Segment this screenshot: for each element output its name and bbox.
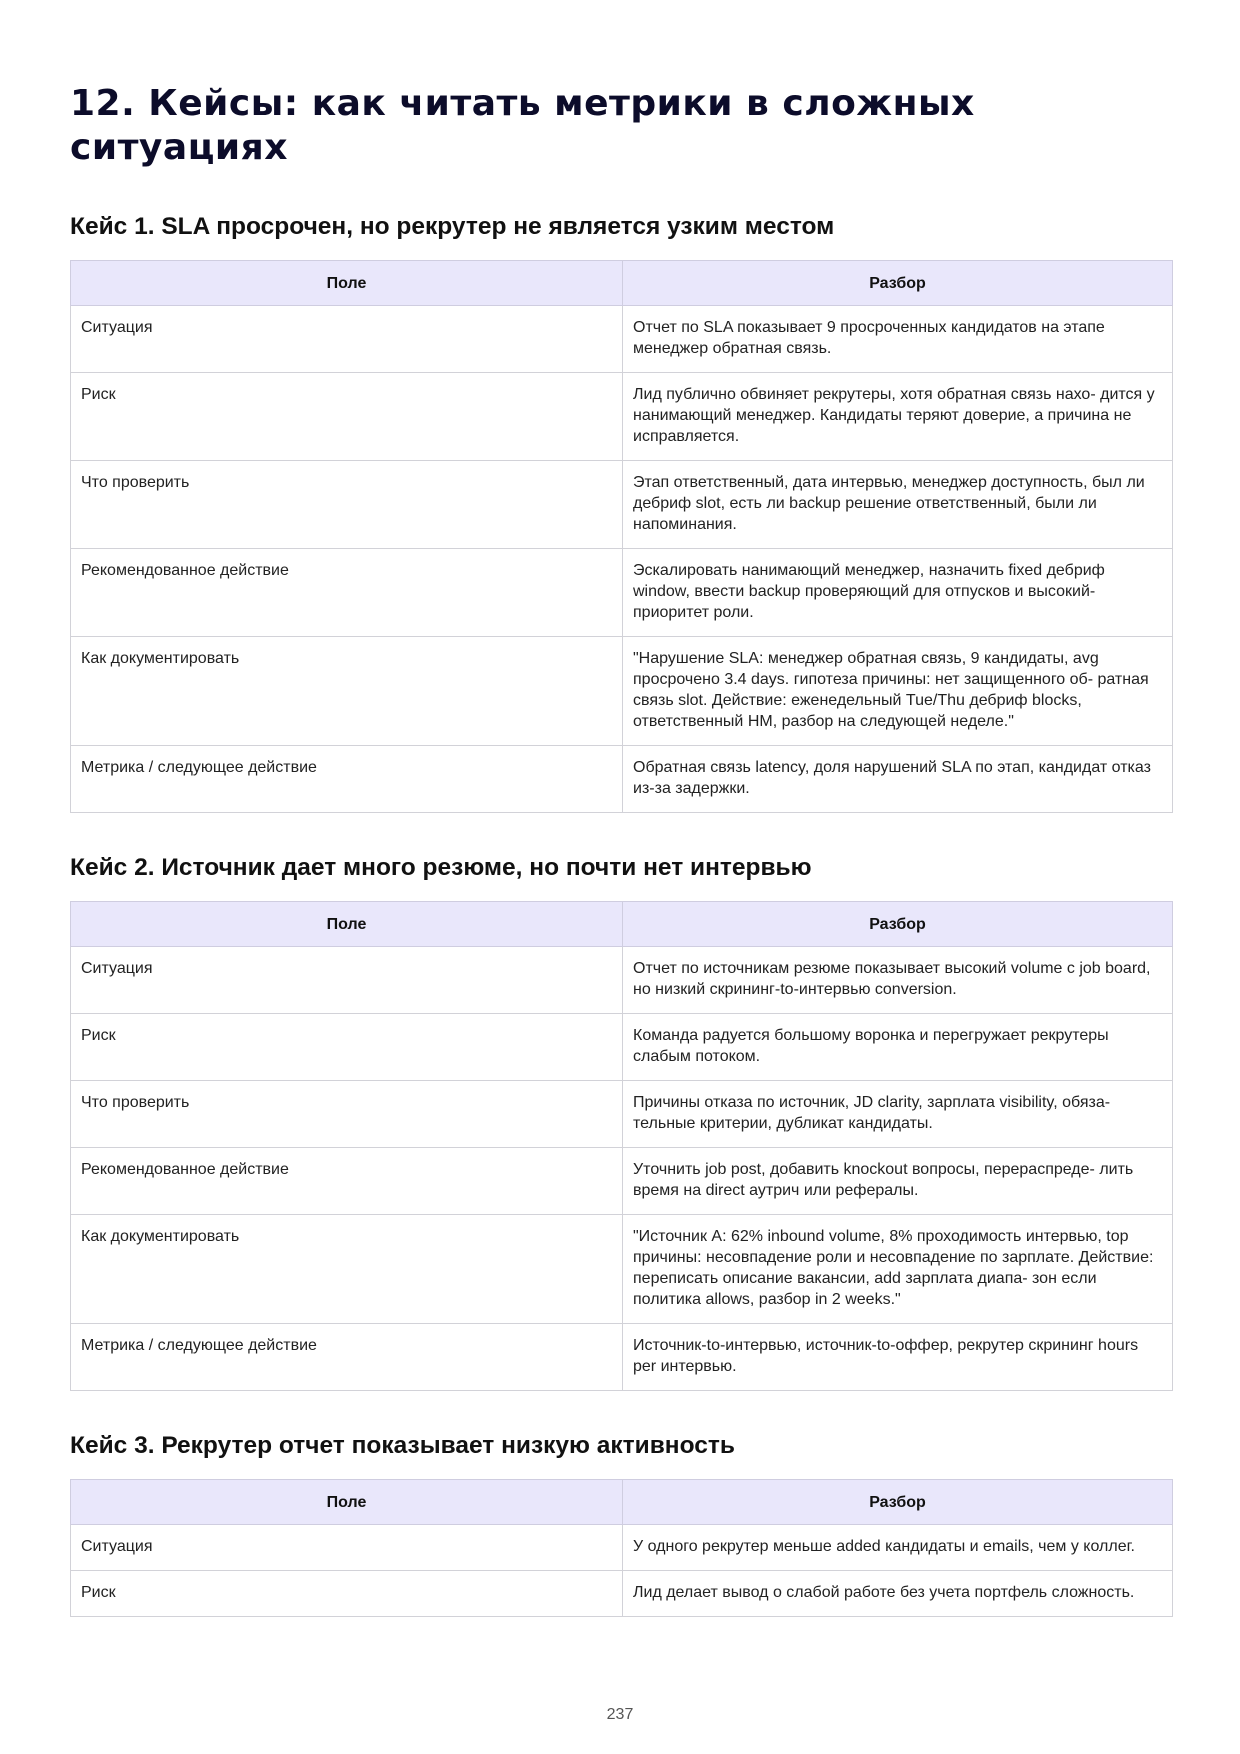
table-row: [71, 947, 1173, 1014]
column-header-analysis: Разбор: [623, 261, 1173, 306]
analysis-cell: Уточнить job post, добавить knockout вопросы, перераспреде- лить время на direct аутрич или рефералы.: [623, 1148, 1173, 1215]
table-row: [71, 1215, 1173, 1324]
table-header-row: [71, 1480, 1173, 1525]
analysis-cell: "Нарушение SLA: менеджер обратная связь, 9 кандидаты, avg просрочено 3.4 days. гипотеза причины: нет защищенного об- ратная связь slot. Действие: еженедельный Tue/Thu дебриф blocks, ответственный HM, разбор на следующей неделе.": [623, 637, 1173, 746]
field-cell: Риск: [71, 373, 623, 461]
field-cell: Что проверить: [71, 1081, 623, 1148]
analysis-cell: Лид делает вывод о слабой работе без учета портфель сложность.: [623, 1571, 1173, 1617]
field-cell: Ситуация: [71, 1525, 623, 1571]
field-cell: Как документировать: [71, 1215, 623, 1324]
field-cell: Метрика / следующее действие: [71, 1324, 623, 1391]
field-cell: Что проверить: [71, 461, 623, 549]
field-cell: Ситуация: [71, 306, 623, 373]
field-cell: Как документировать: [71, 637, 623, 746]
analysis-cell: Источник-to-интервью, источник-to-оффер, рекрутер скрининг hours per интервью.: [623, 1324, 1173, 1391]
analysis-cell: Лид публично обвиняет рекрутеры, хотя обратная связь нахо- дится у нанимающий менеджер. Кандидаты теряют доверие, а причина не исправляется.: [623, 373, 1173, 461]
column-header-field: Поле: [71, 902, 623, 947]
document-page: [70, 82, 1172, 1657]
field-cell: Рекомендованное действие: [71, 549, 623, 637]
page-title: 12. Кейсы: как читать метрики в сложных ситуациях: [70, 83, 975, 168]
table-row: [71, 1324, 1173, 1391]
analysis-cell: "Источник A: 62% inbound volume, 8% проходимость интервью, top причины: несовпадение роли и несовпадение по зарплате. Действие: переписать описание вакансии, add зарплата диапа- зон если политика allows, разбор in 2 weeks.": [623, 1215, 1173, 1324]
table-row: [71, 1571, 1173, 1617]
case-heading: Кейс 3. Рекрутер отчет показывает низкую активность: [70, 1432, 735, 1459]
field-cell: Метрика / следующее действие: [71, 746, 623, 813]
table-row: [71, 306, 1173, 373]
table-row: [71, 1148, 1173, 1215]
table-row: [71, 746, 1173, 813]
analysis-cell: Отчет по SLA показывает 9 просроченных кандидатов на этапе менеджер обратная связь.: [623, 306, 1173, 373]
column-header-analysis: Разбор: [623, 902, 1173, 947]
table-row: [71, 373, 1173, 461]
analysis-cell: Обратная связь latency, доля нарушений SLA по этап, кандидат отказ из-за задержки.: [623, 746, 1173, 813]
case-table: [70, 1479, 1173, 1617]
column-header-analysis: Разбор: [623, 1480, 1173, 1525]
case-heading: Кейс 1. SLA просрочен, но рекрутер не является узким местом: [70, 213, 835, 240]
table-row: [71, 1081, 1173, 1148]
table-row: [71, 1014, 1173, 1081]
analysis-cell: Отчет по источникам резюме показывает высокий volume с job board, но низкий скрининг-to-интервью conversion.: [623, 947, 1173, 1014]
table-row: [71, 637, 1173, 746]
column-header-field: Поле: [71, 1480, 623, 1525]
field-cell: Рекомендованное действие: [71, 1148, 623, 1215]
analysis-cell: Этап ответственный, дата интервью, менеджер доступность, был ли дебриф slot, есть ли backup решение ответственный, были ли напоминания.: [623, 461, 1173, 549]
table-row: [71, 461, 1173, 549]
case-heading: Кейс 2. Источник дает много резюме, но почти нет интервью: [70, 854, 812, 881]
analysis-cell: Причины отказа по источник, JD clarity, зарплата visibility, обяза- тельные критерии, дубликат кандидаты.: [623, 1081, 1173, 1148]
table-header-row: [71, 902, 1173, 947]
table-row: [71, 1525, 1173, 1571]
case-table: [70, 901, 1173, 1391]
column-header-field: Поле: [71, 261, 623, 306]
field-cell: Риск: [71, 1014, 623, 1081]
field-cell: Риск: [71, 1571, 623, 1617]
analysis-cell: Команда радуется большому воронка и перегружает рекрутеры слабым потоком.: [623, 1014, 1173, 1081]
page-number: 237: [606, 1706, 634, 1723]
analysis-cell: У одного рекрутер меньше added кандидаты и emails, чем у коллег.: [623, 1525, 1173, 1571]
field-cell: Ситуация: [71, 947, 623, 1014]
case-table: [70, 260, 1173, 813]
analysis-cell: Эскалировать нанимающий менеджер, назначить fixed дебриф window, ввести backup проверяющий для отпусков и высокий- приоритет роли.: [623, 549, 1173, 637]
table-row: [71, 549, 1173, 637]
table-header-row: [71, 261, 1173, 306]
cases-container: [70, 212, 1172, 1617]
